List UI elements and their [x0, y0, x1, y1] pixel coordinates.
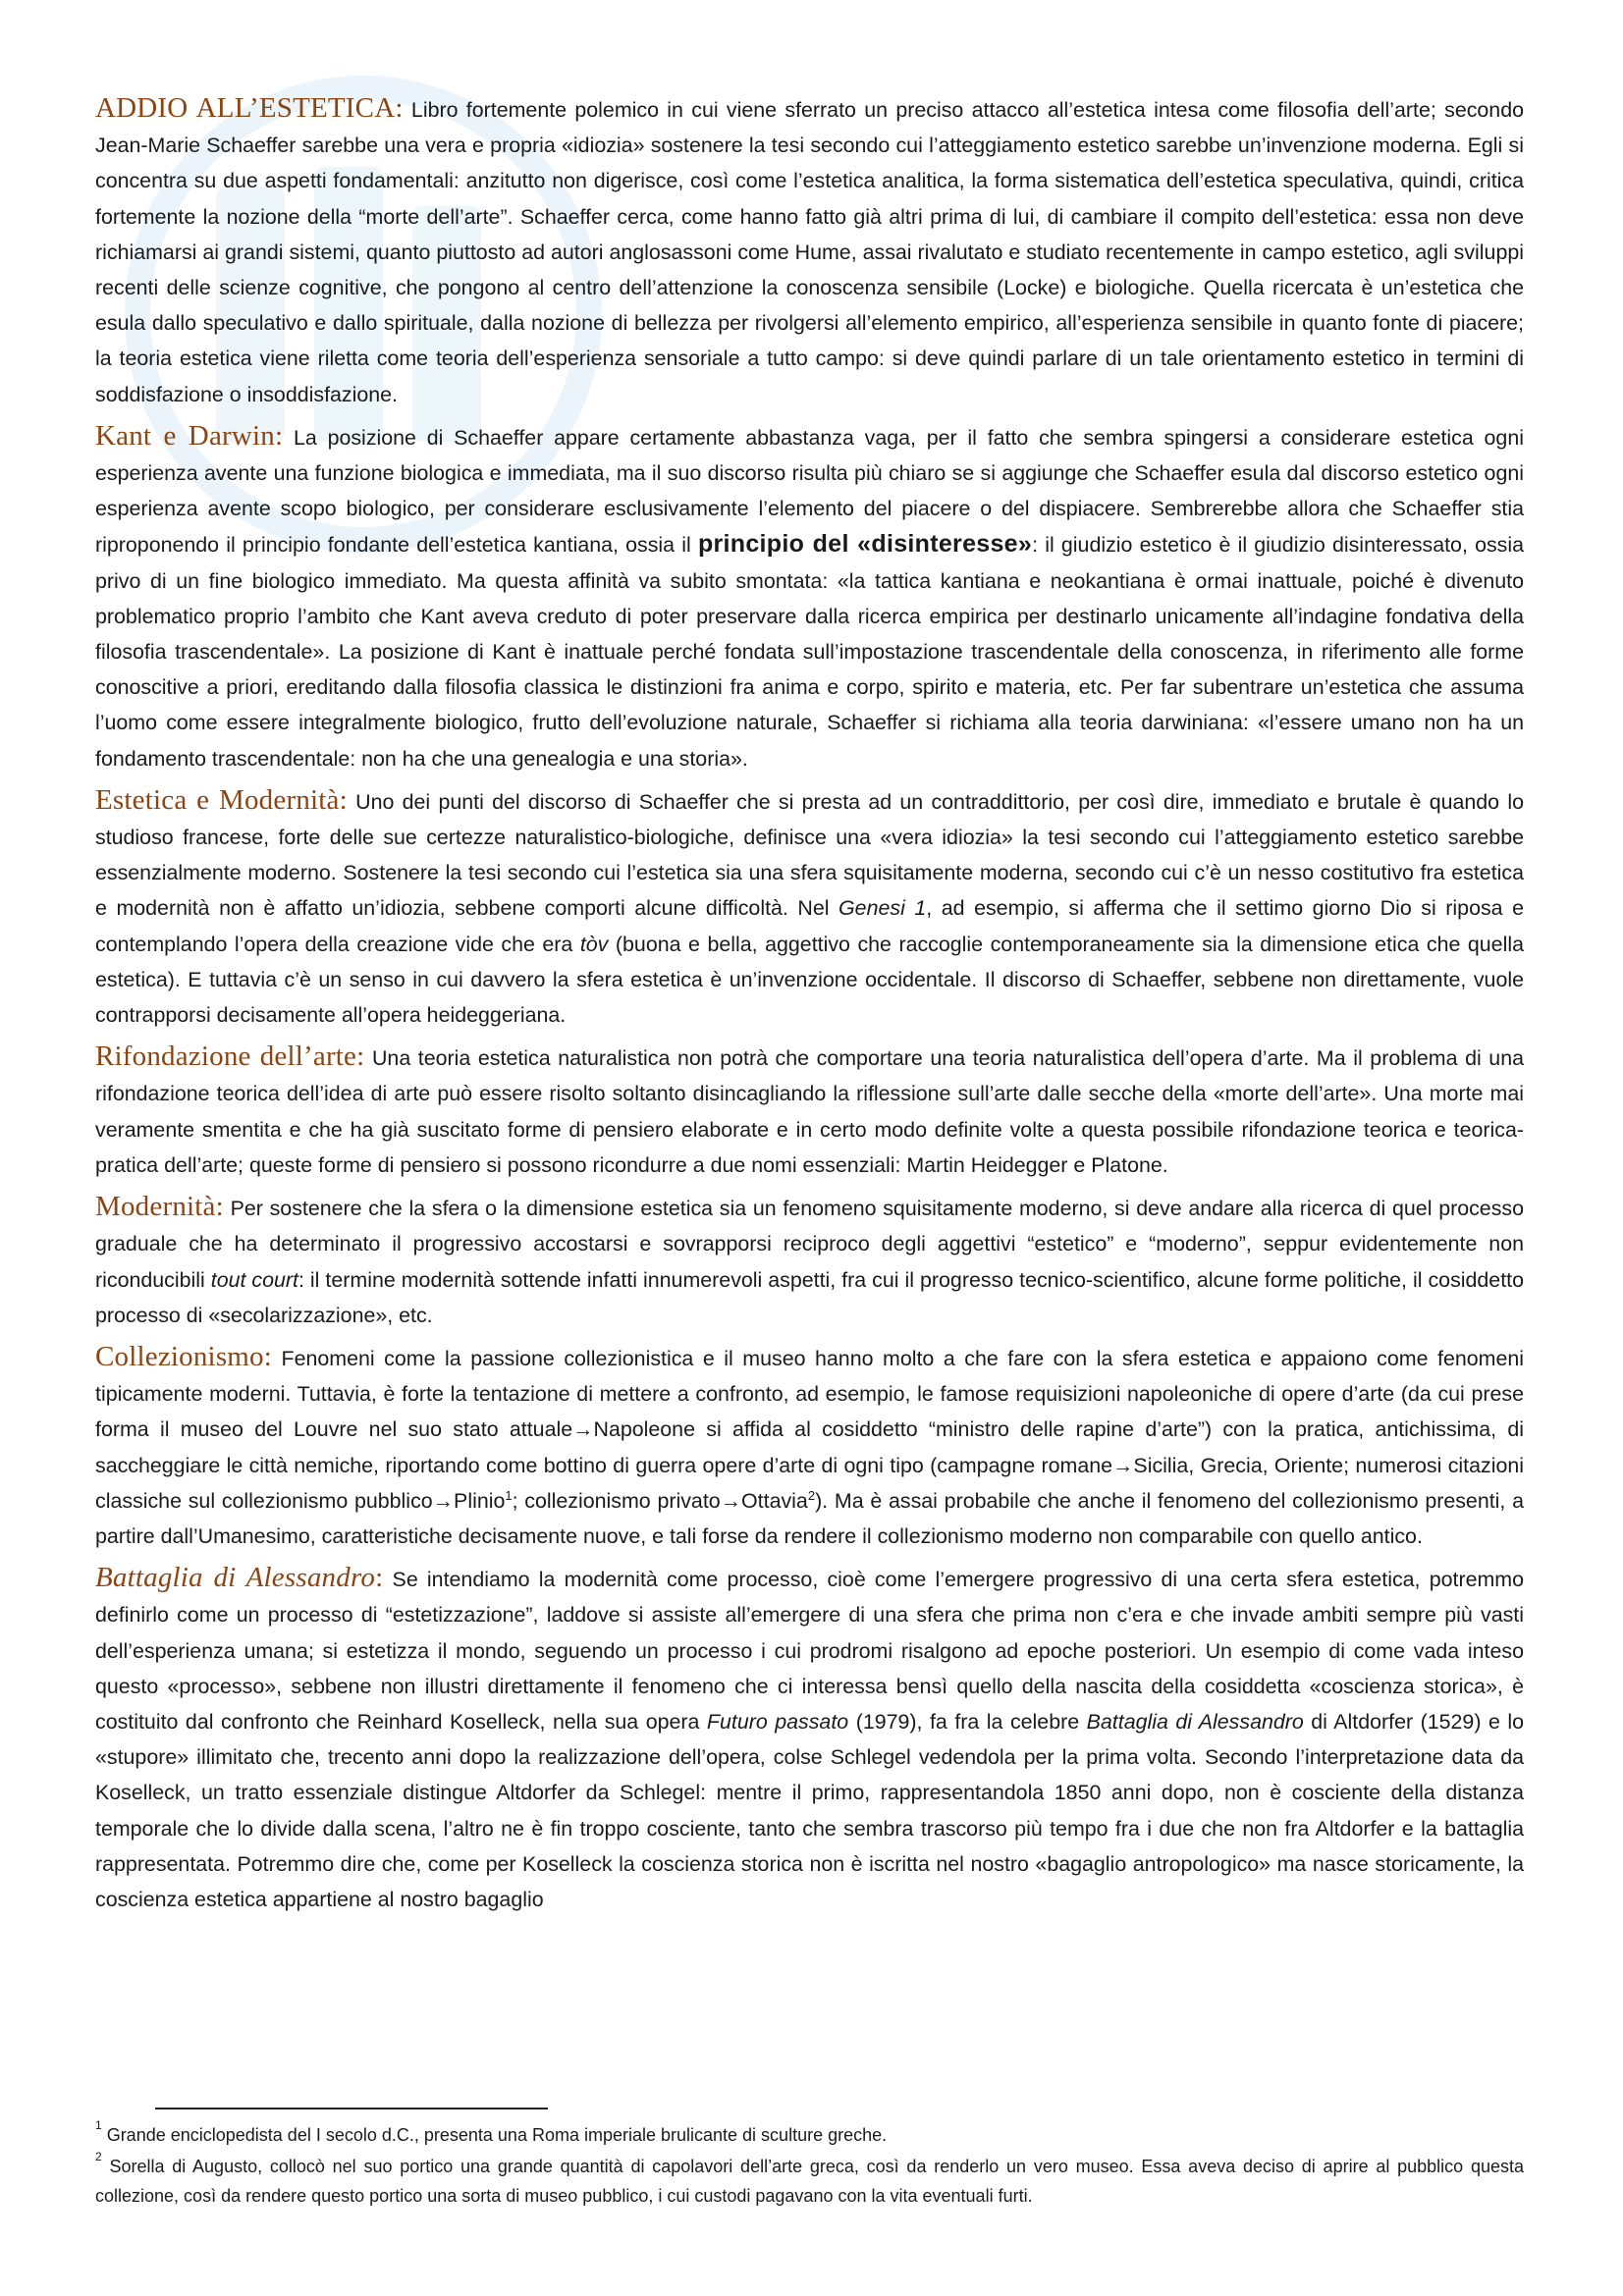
section-text: : il giudizio estetico è il giudizio disinteressato, ossia privo di un fine biologico immediato. Ma questa affinità va subito smontata: «la tattica kantiana e neokantiana è ormai inattuale, poiché è divenuto problematico proprio l’ambito che Kant aveva creduto di poter preservare dalla ricerca empirica per destinarlo unicamente all’indagine fondativa della filosofia trascendentale». La posizione di Kant è inattuale perché fondata sull’impostazione trascendentale della conoscenza, in riferimento alle forme conoscitive a priori, ereditando dalla filosofia classica le distinzioni fra anima e corpo, spirito e materia, etc. Per far subentrare un’estetica che assuma l’uomo come essere integralmente biologico, frutto dell’evoluzione naturale, Schaeffer si richiama alla teoria darwiniana: «l’essere umano non ha un fondamento trascendentale: non ha che una genealogia e una storia».	[95, 533, 1524, 771]
section-text: , ad esempio, si afferma che il settimo giorno Dio si riposa e contemplando l’opera della creazione vide che era	[95, 896, 1524, 956]
italic-term: Futuro passato	[706, 1709, 849, 1734]
section-text: La posizione di Schaeffer appare certamente abbastanza vaga, per il fatto che sembra spingersi a considerare estetica ogni esperienza avente una funzione biologica e immediata, ma il suo discorso risulta più chiaro se si aggiunge che Schaeffer esula dal discorso estetico ogni esperienza avente scopo biologico, per considerare esclusivamente l’elemento del piacere o del dispiacere. Sembrerebbe allora che Schaeffer stia riproponendo il principio fondante dell’estetica kantiana, ossia il	[95, 425, 1524, 558]
section-text: (1979), fa fra la celebre	[848, 1709, 1087, 1734]
footnote-item	[95, 2152, 1524, 2211]
section-text: Se intendiamo la modernità come processo, cioè come l’emergere progressivo di una certa sfera estetica, potremmo definirlo come un processo di “estetizzazione”, laddove si assiste all’emergere di una sfera che prima non c’era e che invade ambiti sempre più vasti dell’esperienza umana; si estetizza il mondo, seguendo un processo i cui prodromi risalgono ad epoche posteriori. Un esempio di come vada inteso questo «processo», sebbene non illustri direttamente il fenomeno che ci interessa bensì quello della nascita della cosiddetta «coscienza storica», è costituito dal confronto che Reinhard Koselleck, nella sua opera	[95, 1568, 1525, 1734]
section-text: Uno dei punti del discorso di Schaeffer che si presta ad un contraddittorio, per così dire, immediato e brutale è quando lo studioso francese, forte delle sue certezze naturalistico-biologiche, definisce una «vera idiozia» la tesi secondo cui l’atteggiamento estetico sarebbe essenzialmente moderno. Sostenere la tesi secondo cui l’estetica sia una sfera squisitamente moderna, secondo cui c’è un nesso costitutivo fra estetica e modernità non è affatto un’idiozia, sebbene comporti alcune difficoltà. Nel	[95, 789, 1524, 921]
section-heading: Kant e Darwin:	[95, 419, 284, 452]
footnote-text: Sorella di Augusto, collocò nel suo portico una grande quantità di capolavori dell’arte greca, così da renderlo un vero museo. Essa aveva deciso di aprire al pubblico questa collezione, così da rendere questo portico una sorta di museo pubblico, i cui custodi pagavano con la vita eventuali furti.	[95, 2157, 1524, 2206]
section-addio-all-estetica	[95, 90, 1524, 412]
footnote-separator	[155, 2108, 548, 2109]
footnote-ref[interactable]: 1	[505, 1487, 513, 1503]
footnote-ref[interactable]: 2	[807, 1487, 816, 1503]
section-heading: Rifondazione dell’arte:	[95, 1041, 365, 1073]
section-text: Libro fortemente polemico in cui viene sferrato un preciso attacco all’estetica intesa come filosofia dell’arte; secondo Jean-Marie Schaeffer sarebbe una vera e propria «idiozia» sostenere la tesi secondo cui l’atteggiamento estetico sarebbe un’invenzione moderna. Egli si concentra su due aspetti fondamentali: anzitutto non digerisce, così come l’estetica analitica, la forma sistematica dell’estetica speculativa, quindi, critica fortemente la nozione della “morte dell’arte”. Schaeffer cerca, come hanno fatto già altri prima di lui, di cambiare il compito dell’estetica: essa non deve richiamarsi ai grandi sistemi, quanto piuttosto ad autori anglosassoni come Hume, assai rivalutato e studiato recentemente in campo estetico, agli sviluppi recenti delle scienze cognitive, che pongono al centro dell’attenzione la conoscenza sensibile (Locke) e biologiche. Quella ricercata è un’estetica che esula dallo speculativo e dallo spirituale, dalla nozione di bellezza per rivolgersi all’elemento empirico, all’esperienza sensibile in quanto fonte di piacere; la teoria estetica viene riletta come teoria dell’esperienza sensoriale a tutto campo: si deve quindi parlare di un tale orientamento estetico in termini di soddisfazione o insoddisfazione.	[95, 98, 1524, 406]
section-heading: Modernità:	[95, 1191, 224, 1223]
section-heading: Battaglia di Alessandro	[95, 1562, 376, 1594]
section-rifondazione-dell-arte	[95, 1039, 1524, 1183]
section-text: di Altdorfer (1529) e lo «stupore» illimitato che, trecento anni dopo la realizzazione dell’opera, colse Schlegel vedendola per la prima volta. Secondo l’interpretazione data da Koselleck, un tratto essenziale distingue Altdorfer da Schlegel: mentre il primo, rappresentandola 1850 anni dopo, non è cosciente della distanza temporale che lo divide dalla scena, l’altro ne è fin troppo cosciente, tanto che sembra trascorso più tempo fra i due che non fra Altdorfer e la battaglia rappresentata. Potremmo dire che, come per Koselleck la coscienza storica non è iscritta nel nostro «bagaglio antropologico» ma nasce storicamente, la coscienza estetica appartiene al nostro bagaglio	[95, 1709, 1525, 1911]
italic-term: tòv	[579, 932, 609, 956]
section-kant-e-darwin	[95, 418, 1524, 776]
section-text: : il termine modernità sottende infatti innumerevoli aspetti, fra cui il progresso tecnico-scientifico, alcune forme politiche, il cosiddetto processo di «secolarizzazione», etc.	[95, 1267, 1524, 1327]
footnote-number: 2	[95, 2150, 102, 2163]
italic-term: tout court	[210, 1267, 298, 1292]
section-heading: Estetica e Modernità:	[95, 783, 348, 816]
section-text: ; collezionismo privato→Ottavia	[512, 1488, 808, 1513]
section-text: Fenomeni come la passione collezionistica e il museo hanno molto a che fare con la sfera estetica e appaiono come fenomeni tipicamente moderni. Tuttavia, è forte la tentazione di mettere a confronto, ad esempio, le famose requisizioni napoleoniche di opere d’arte (da cui prese forma il museo del Louvre nel suo stato attuale→Napoleone si affida al cosiddetto “ministro delle rapine d’arte”) con la pratica, antichissima, di saccheggiare le città nemiche, riportando come bottino di guerra opere d’arte di ogni tipo (campagne romane→Sicilia, Grecia, Oriente; numerosi citazioni classiche sul collezionismo pubblico→Plinio	[95, 1346, 1524, 1513]
section-collezionismo	[95, 1339, 1524, 1554]
section-text: Una teoria estetica naturalistica non potrà che comportare una teoria naturalistica dell’opera d’arte. Ma il problema di una rifondazione teorica dell’idea di arte può essere risolto soltanto disincagliando la riflessione sull’arte dalle secche della «morte dell’arte». Una morte mai veramente smentita e che ha già suscitato forme di pensiero elaborate e in certo modo definite volte a questa possibile rifondazione teorica e teorica-pratica dell’arte; queste forme di pensiero si possono ricondurre a due nomi essenziali: Martin Heidegger e Platone.	[95, 1046, 1524, 1177]
section-heading: Collezionismo:	[95, 1340, 273, 1372]
section-battaglia-di-alessandro	[95, 1560, 1524, 1917]
footnote-number: 1	[95, 2118, 102, 2132]
footnote-item	[95, 2120, 1524, 2150]
italic-term: Battaglia di Alessandro	[1086, 1709, 1304, 1734]
footnote-text: Grande enciclopedista del I secolo d.C., presenta una Roma imperiale brulicante di sculture greche.	[101, 2125, 888, 2145]
section-heading: ADDIO ALL’ESTETICA:	[95, 92, 404, 124]
bold-phrase: principio del «disinteresse»	[697, 530, 1033, 559]
section-estetica-e-modernita	[95, 782, 1524, 1033]
section-text: Per sostenere che la sfera o la dimensione estetica sia un fenomeno squisitamente moderno, si deve andare alla ricerca di quel processo graduale che ha determinato il progressivo accostarsi e sovrapporsi reciproco degli aggettivi “estetico” e “moderno”, seppur evidentemente non riconducibili	[95, 1197, 1524, 1292]
section-modernita	[95, 1189, 1524, 1333]
section-heading-colon: :	[375, 1562, 384, 1594]
document-body	[95, 90, 1524, 1923]
italic-term: Genesi 1	[839, 896, 927, 921]
section-text: (buona e bella, aggettivo che raccoglie contemporaneamente sia la dimensione etica che quella estetica). E tuttavia c’è un senso in cui davvero la sfera estetica è un’invenzione occidentale. Il discorso di Schaeffer, sebbene non direttamente, vuole contrapporsi decisamente all’opera heideggeriana.	[95, 932, 1524, 1028]
footnotes	[95, 2120, 1524, 2213]
section-text: ). Ma è assai probabile che anche il fenomeno del collezionismo presenti, a partire dall’Umanesimo, caratteristiche decisamente nuove, e tali forse da rendere il collezionismo moderno non comparabile con quello antico.	[95, 1488, 1525, 1548]
